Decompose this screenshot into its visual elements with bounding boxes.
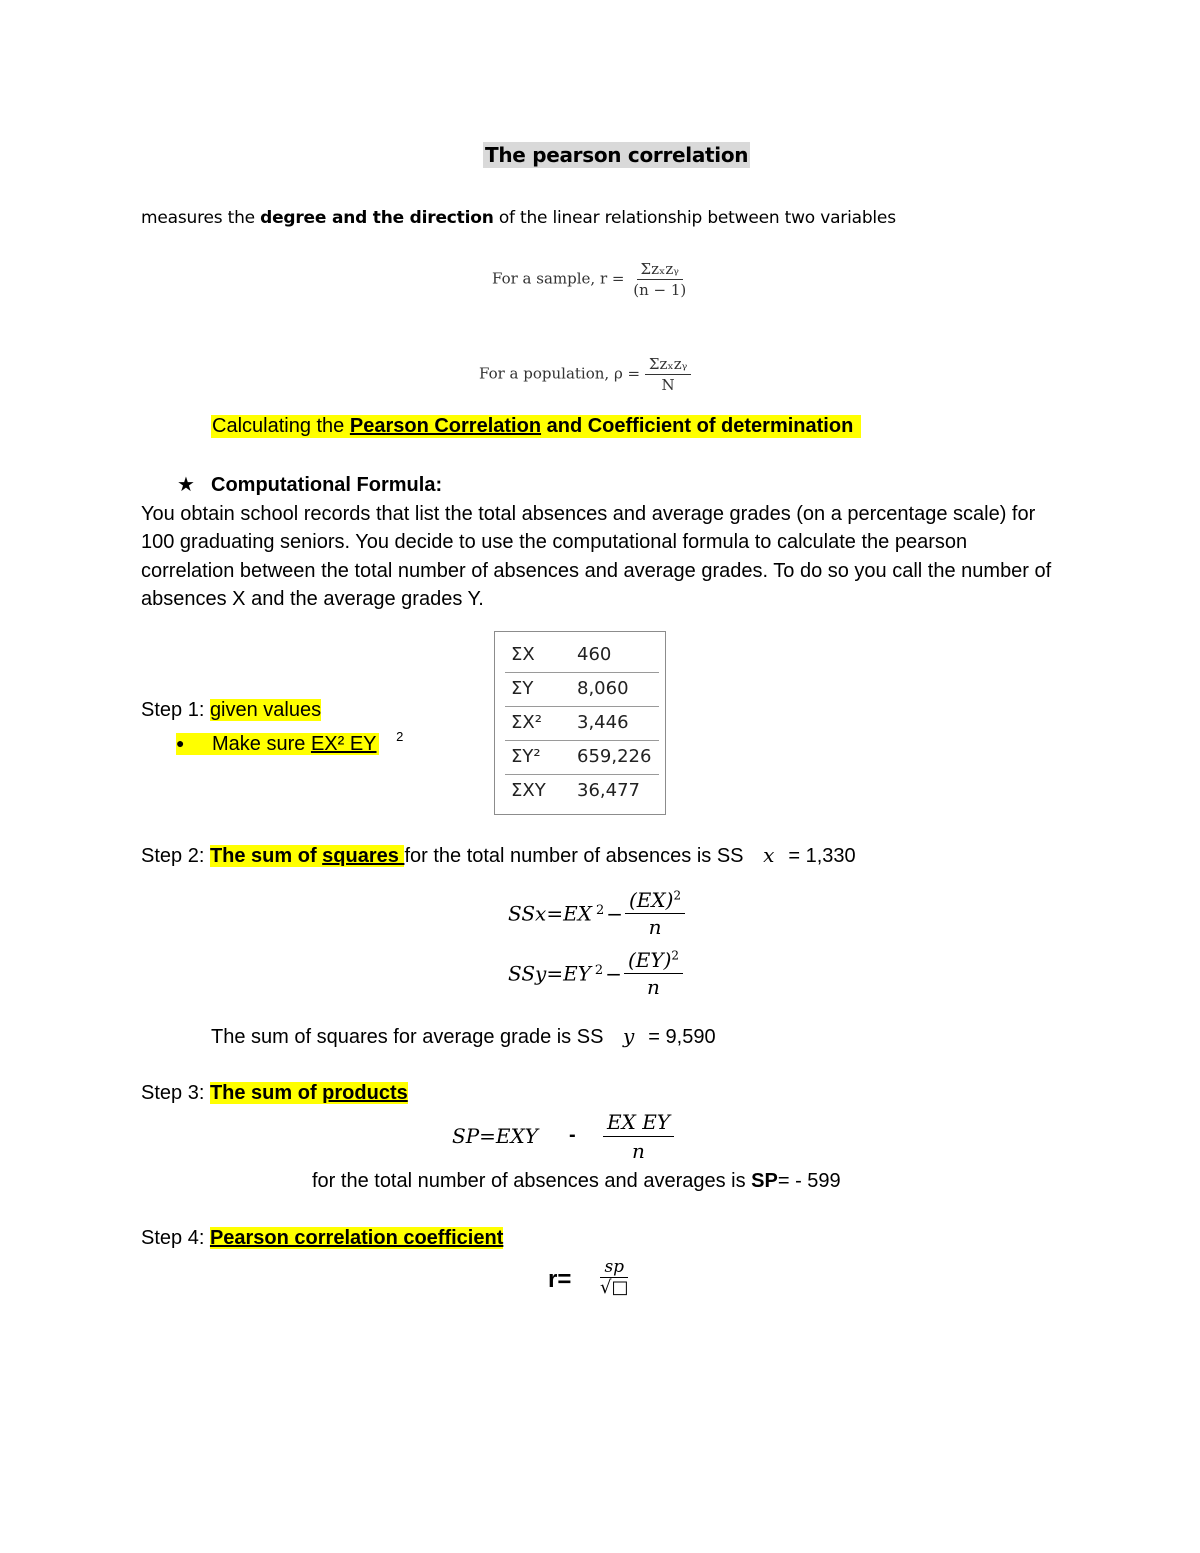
calc-heading-prefix: Calculating the	[212, 415, 350, 437]
ssx-minus: −	[606, 901, 623, 926]
sp-denominator: n	[632, 1139, 645, 1163]
step1-superscript: 2	[396, 729, 404, 744]
step1-highlight: given values	[209, 699, 322, 721]
calc-heading	[211, 415, 861, 438]
table-value: 3,446	[577, 712, 629, 733]
table-row	[505, 672, 659, 707]
ssy-denominator: n	[647, 975, 660, 999]
ssx-lhs: SSx=EX	[508, 901, 592, 926]
table-key: ΣX²	[511, 712, 542, 733]
formula-sample	[492, 260, 690, 299]
step2-subscript-x: x	[763, 843, 775, 867]
step4-line	[141, 1227, 503, 1250]
page-title: The pearson correlation	[485, 143, 749, 167]
formula-sample-numerator: Σzₓzᵧ	[637, 260, 683, 280]
formula-sample-fraction	[629, 260, 690, 299]
step4-highlight: Pearson correlation coefficient	[209, 1227, 504, 1249]
r-fraction	[600, 1258, 628, 1298]
calc-heading-suffix: and Coefficient of determination	[541, 415, 854, 437]
ssy-lhs: SSy=EY	[508, 961, 591, 986]
r-numerator: sp	[600, 1258, 628, 1278]
step3-label: Step 3:	[141, 1082, 210, 1104]
sp-result-prefix: for the total number of absences and averages is	[312, 1170, 752, 1192]
step3-hl-bold: The sum of	[209, 1082, 323, 1104]
table-value: 460	[577, 644, 612, 665]
ssy-num-sup: 2	[671, 948, 680, 963]
star-bullet-icon: ★	[177, 474, 195, 496]
step1-line	[141, 699, 321, 722]
table-value: 659,226	[577, 746, 652, 767]
table-value: 8,060	[577, 678, 629, 699]
intro-prefix: measures the	[141, 208, 261, 228]
bullet-dot-icon: ●	[176, 735, 185, 751]
step2-hl-bold: The sum of	[209, 845, 323, 867]
formula-population-denominator: N	[661, 376, 675, 394]
table-row	[505, 774, 659, 808]
ssx-sup: 2	[595, 903, 605, 918]
sums-table	[494, 631, 666, 815]
step1-bullet-prefix: Make sure	[212, 733, 311, 755]
formula-population-numerator: Σzₓzᵧ	[645, 355, 691, 375]
avg-grade-text: The sum of squares for average grade is SS	[211, 1026, 604, 1048]
table-row	[505, 638, 659, 673]
step2-value: = 1,330	[788, 845, 856, 867]
calc-heading-link[interactable]: Pearson Correlation	[349, 415, 542, 437]
ssy-sup: 2	[594, 963, 604, 978]
r-label: r=	[548, 1266, 572, 1293]
intro-text	[141, 208, 896, 228]
formula-sample-lhs: For a sample, r =	[492, 269, 625, 288]
ssx-num-text: (EX)	[628, 888, 674, 912]
computational-formula-heading	[177, 472, 442, 497]
formula-population-lhs: For a population, ρ =	[479, 364, 641, 383]
ssy-fraction	[624, 948, 683, 999]
r-denominator: √□	[600, 1277, 629, 1298]
sp-fraction	[603, 1110, 674, 1163]
intro-suffix: of the linear relationship between two variables	[493, 208, 896, 228]
sp-result-line	[312, 1170, 841, 1193]
sp-numerator: EX EY	[603, 1110, 674, 1137]
formula-population	[479, 355, 691, 394]
ssy-numerator	[624, 948, 683, 974]
step1-bullet-line	[176, 729, 403, 756]
step3-hl-bold-underlined: products	[322, 1082, 408, 1104]
sp-result-bold: SP	[751, 1170, 778, 1192]
step3-line	[141, 1082, 408, 1105]
step4-label: Step 4:	[141, 1227, 210, 1249]
ssx-numerator	[625, 888, 685, 914]
table-key: ΣY	[511, 678, 534, 699]
ssx-denominator: n	[648, 915, 662, 939]
table-value: 36,477	[577, 780, 640, 801]
step2-rest: for the total number of absences is SS	[404, 845, 744, 867]
ssx-num-sup: 2	[673, 888, 682, 903]
sp-dash: -	[569, 1124, 576, 1146]
table-key: ΣXY	[511, 780, 546, 801]
step1-bullet-wrap	[176, 733, 379, 755]
table-key: ΣY²	[511, 746, 541, 767]
table-row	[505, 706, 659, 741]
step2-line	[141, 843, 856, 868]
avg-grade-value: = 9,590	[648, 1026, 716, 1048]
table-key: ΣX	[511, 644, 535, 665]
sp-equation-lhs: SP=EXY	[452, 1124, 538, 1148]
ssy-equation	[508, 948, 683, 999]
sp-result-value: = - 599	[777, 1170, 841, 1192]
intro-bold: degree and the direction	[260, 208, 494, 228]
step2-label: Step 2:	[141, 845, 210, 867]
step1-label: Step 1:	[141, 699, 210, 721]
ssx-fraction	[625, 888, 685, 939]
step1-bullet-link[interactable]: EX² EY	[310, 733, 377, 755]
step2-hl-bold-underlined: squares	[322, 845, 405, 867]
avg-grade-subscript-y: y	[622, 1024, 635, 1048]
computational-formula-label: Computational Formula:	[211, 474, 443, 496]
ssx-equation	[508, 888, 685, 939]
ssy-num-text: (EY)	[627, 948, 672, 972]
formula-population-fraction	[645, 355, 691, 394]
formula-sample-denominator: (n − 1)	[633, 281, 687, 299]
ssy-minus: −	[605, 961, 622, 986]
problem-paragraph: You obtain school records that list the total absences and average grades (on a percentage scale) for 100 graduating seniors. You decide to use the computational formula to calculate the pearson correlation between the total number of absences and average grades. To do so you call the number of absences X and the average grades Y.	[141, 503, 1052, 610]
table-row	[505, 740, 659, 775]
avg-grade-ss-line	[211, 1024, 716, 1049]
